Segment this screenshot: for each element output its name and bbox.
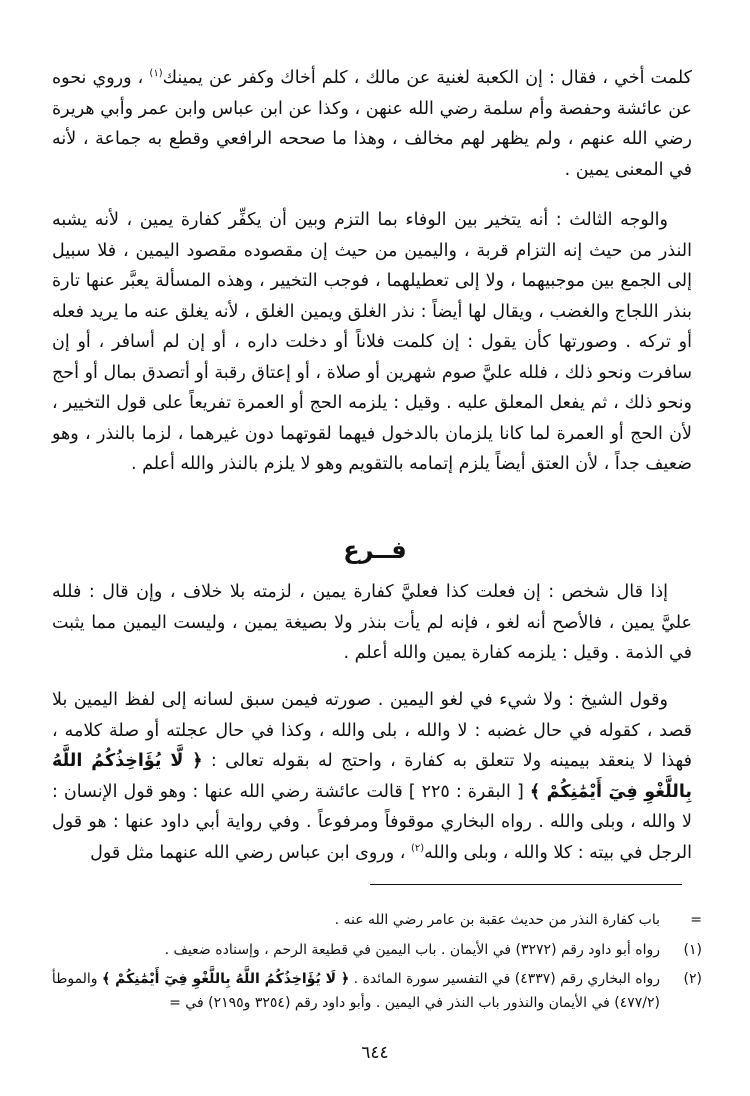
section-heading: فــرع: [343, 536, 407, 564]
footnote-2: [42, 967, 702, 991]
footnote-1: [42, 938, 702, 962]
footnote-continuation-marker: =: [690, 912, 702, 928]
footnote-2-line-2: (٤٧٧/٢) في الأيمان والنذور باب النذر في اليمين . وأبو داود رقم (٣٢٥٤ و٢١٩٥) في =: [169, 995, 660, 1011]
page-number: ٦٤٤: [361, 1043, 389, 1063]
paragraph-4-text-a: وقول الشيخ : ولا شيء في لغو اليمين . صورته فيمن سبق لسانه إلى لفظ اليمين بلا قصد ، كقوله في حال غضبه : لا والله ، بلى والله ، وكذا في حال عجلته أو صلة كلامه ، فهذا لا ينعقد بيمينه ولا تتعلق به كفارة ، واحتج له بقوله تعالى :: [52, 690, 692, 771]
footnote-1-number: (١): [683, 942, 702, 958]
footnote-ref-2: (٢): [410, 842, 425, 854]
paragraph-2: [52, 205, 692, 480]
paragraph-1-text-b: ، وروي نحوه عن عائشة وحفصة وأم سلمة رضي الله عنهن ، وكذا عن ابن عباس وابن عمر وأبي هريرة رضي الله عنهم ، ولم يظهر لهم مخالف ، وهذا ما صححه الرافعي وقطع به جماعة ، لأنه في المعنى يمين .: [52, 68, 692, 180]
paragraph-3-text: إذا قال شخص : إن فعلت كذا فعليَّ كفارة يمين ، لزمته بلا خلاف ، وإن قال : فلله عليَّ يمين ، فالأصح أنه لغو ، فإنه لم يأت بنذر ولا بصيغة يمين ، وليست اليمين مما يثبت في الذمة . وقيل : يلزمه كفارة يمين والله أعلم .: [52, 582, 692, 663]
footnote-2-text-b: والموطأ: [51, 971, 103, 987]
footnote-2-quran: ﴿ لَا يُؤَاخِذُكُمُ اللَّهُ بِاللَّغْوِ فِيٓ أَيْمَٰنِكُمْ ﴾: [102, 971, 350, 987]
footnote-divider: [370, 884, 682, 885]
paragraph-4-text-b: [ البقرة : ٢٢٥ ] قالت عائشة رضي الله عنها : وهو قول الإنسان : لا والله ، وبلى والله . رواه البخاري موقوفاً ومرفوعاً . وفي رواية أبي داود عنها : هو قول الرجل في بيته : كلا والله ، وبلى والله: [52, 781, 692, 863]
paragraph-1: [52, 63, 692, 185]
footnote-2-text-a: رواه البخاري رقم (٤٣٣٧) في التفسير سورة المائدة .: [349, 971, 660, 987]
paragraph-2-text: والوجه الثالث : أنه يتخير بين الوفاء بما التزم وبين أن يكفِّر كفارة يمين ، لأنه يشبه النذر من حيث إنه التزام قربة ، واليمين من حيث إن مقصوده مقصود اليمين ، فلا سبيل إلى الجمع بين موجبيهما ، ولا إلى تعطيلهما ، فوجب التخيير ، وهذه المسألة يعبَّر عنها تارة بنذر اللجاج والغضب ، ويقال لها أيضاً : نذر الغلق ويمين الغلق ، لأنه يغلق عنه ما يريد فعله أو تركه . وصورتها كأن يقول : إن كلمت فلاناً أو دخلت داره ، أو إن لم أسافر ، أو إن سافرت ونحو ذلك ، فلله عليَّ صوم شهرين أو صلاة ، أو إعتاق رقبة أو أتصدق بمال أو أحج ونحو ذلك ، ثم يفعل المعلق عليه . وقيل : يلزمه الحج أو العمرة تفريعاً على قول التخيير ، لأن الحج أو العمرة لما كانا يلزمان بالدخول فيهما لقوتهما دون غيرهما ، لزما بالنذر ، وهو ضعيف جداً ، لأن العتق أيضاً يلزم إتمامه بالتقويم وهو لا يلزم بالنذر والله أعلم .: [52, 210, 692, 474]
footnote-1-text: رواه أبو داود رقم (٣٢٧٢) في الأيمان . باب اليمين في قطيعة الرحم ، وإسناده ضعيف .: [164, 942, 660, 958]
footnote-2-number: (٢): [683, 971, 702, 987]
paragraph-4-text-c: ، وروى ابن عباس رضي الله عنهما مثل قول: [90, 842, 411, 863]
paragraph-1-text-a: كلمت أخي ، فقال : إن الكعبة لغنية عن مالك ، كلم أخاك وكفر عن يمينك: [162, 68, 692, 88]
footnote-continuation: [42, 908, 702, 932]
paragraph-3: [52, 577, 692, 669]
paragraph-4: [52, 685, 692, 868]
footnote-continuation-text: باب كفارة النذر من حديث عقبة بن عامر رضي الله عنه .: [334, 912, 660, 928]
footnote-ref-1: (١): [149, 68, 163, 80]
quran-verse: ﴿ لَّا يُؤَاخِذُكُمُ اللَّهُ بِاللَّغْوِ فِيٓ أَيْمَٰنِكُمْ ﴾: [52, 751, 692, 802]
